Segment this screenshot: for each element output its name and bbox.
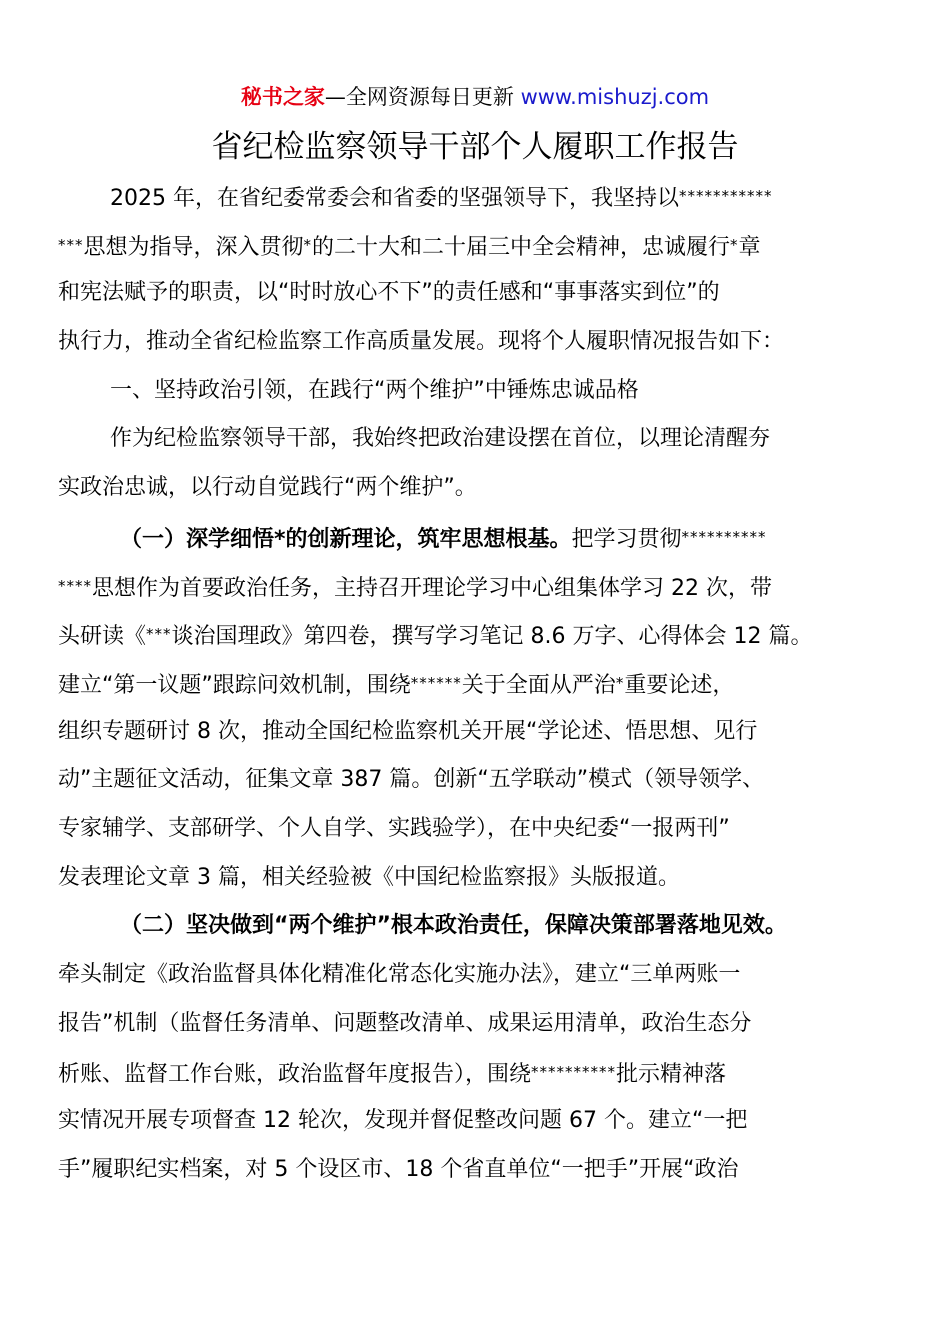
redacted-text: * [615,673,625,692]
paragraph-line [58,562,894,611]
redacted-text: * [730,235,739,254]
paragraph-line: 报告”机制（监督任务清单、问题整改清单、成果运用清单，政治生态分 [58,1010,752,1036]
paragraph-line: 手”履职纪实档案，对 5 个设区市、18 个省直单位“一把手”开展“政治 [58,1156,739,1182]
text-run: 头研读《 [58,624,147,650]
redacted-text: ****** [410,673,462,692]
text-run: 谈治国理政》第四卷，撰写学习笔记 8.6 万字、心得体会 12 篇。 [171,624,813,650]
text-run: 的二十大和二十届三中全会精神，忠诚履行 [312,234,731,260]
paragraph-line: 动”主题征文活动，征集文章 387 篇。创新“五学联动”模式（领导领学、 [58,767,765,793]
paragraph-line: 专家辅学、支部研学、个人自学、实践验学），在中央纪委“一报两刊” [58,815,730,841]
paragraph-line [58,1048,894,1097]
text-run: 建立“第一议题”跟踪问效机制，围绕 [58,672,411,698]
text-run: 章 [738,234,761,260]
text-run: 批示精神落 [616,1062,727,1088]
paragraph-line: 实政治忠诚，以行动自觉践行“两个维护”。 [58,475,477,501]
document-body [58,172,894,1194]
redacted-text: **** [58,576,92,595]
paragraph-line [58,172,894,221]
redacted-text: ********** [681,527,767,546]
text-run: 关于全面从严治 [461,672,616,698]
redacted-text: *** [146,625,172,644]
brand-name: 秘书之家 [240,85,325,109]
text-run: 把学习贯彻 [571,526,682,552]
paragraph-line [58,513,894,562]
document-title: 省纪检监察领导干部个人履职工作报告 [211,129,739,165]
paragraph-line [58,902,894,951]
section-heading: 一、坚持政治引领，在践行“两个维护”中锤炼忠诚品格 [110,377,639,403]
subsection-heading: （二）坚决做到“两个维护”根本政治责任，保障决策部署落地见效。 [120,913,787,939]
redacted-text: *** [58,235,84,254]
site-header [0,80,950,114]
paragraph-line: 实情况开展专项督查 12 轮次，发现并督促整改问题 67 个。建立“一把 [58,1108,748,1134]
paragraph-line: 执行力，推动全省纪检监察工作高质量发展。现将个人履职情况报告如下： [58,329,785,355]
paragraph-line [58,221,894,270]
redacted-text: * [303,235,313,254]
subsection-heading: （一）深学细悟*的创新理论，筑牢思想根基。 [120,526,572,552]
paragraph-line: 和宪法赋予的职责，以“时时放心不下”的责任感和“事事落实到位”的 [58,280,720,306]
site-url-link[interactable]: www.mishuzj.com [520,85,710,109]
text-run: 重要论述， [624,672,735,698]
paragraph-line: 作为纪检监察领导干部，我始终把政治建设摆在首位，以理论清醒夯 [110,426,771,452]
paragraph-line [58,610,894,659]
text-run: 析账、监督工作台账，政治监督年度报告），围绕 [58,1062,532,1088]
paragraph-line [58,659,894,708]
paragraph-line: 发表理论文章 3 篇，相关经验被《中国纪检监察报》头版报道。 [58,864,680,890]
text-run: 2025 年，在省纪委常委会和省委的坚强领导下，我坚持以 [110,186,679,211]
header-tagline: —全网资源每日更新 [324,85,521,109]
paragraph-line: 牵头制定《政治监督具体化精准化常态化实施办法》，建立“三单两账一 [58,962,741,987]
redacted-text: ********** [531,1063,617,1082]
text-run: 思想作为首要政治任务，主持召开理论学习中心组集体学习 22 次，带 [92,575,772,601]
paragraph-line: 组织专题研讨 8 次，推动全国纪检监察机关开展“学论述、悟思想、见行 [58,718,758,744]
text-run: 思想为指导，深入贯彻 [83,234,304,260]
redacted-text: *********** [678,187,773,205]
